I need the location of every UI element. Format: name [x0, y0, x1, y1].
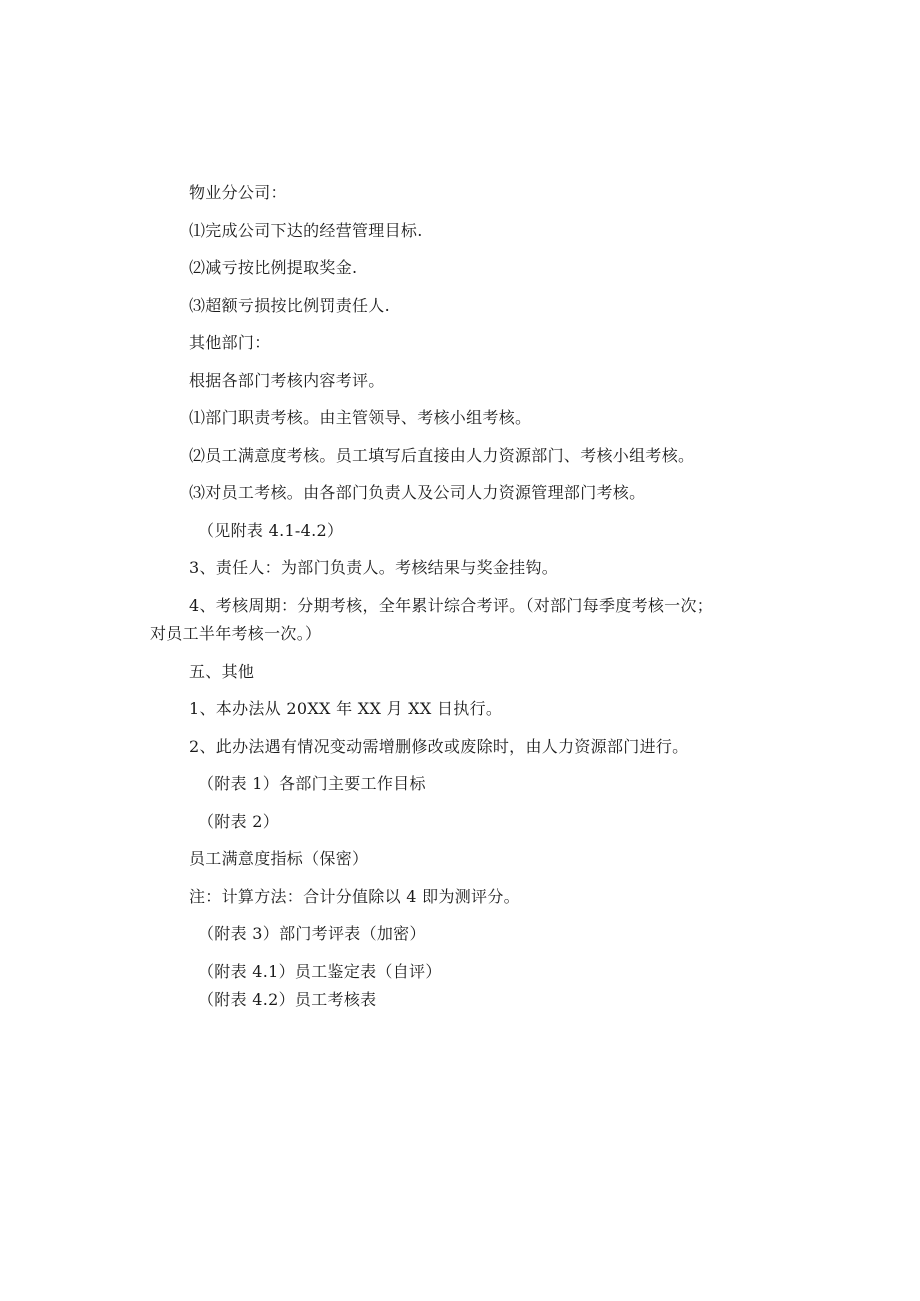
appendix-2-title: 员工满意度指标（保密） [189, 849, 369, 868]
heading-section-five: 五、其他 [189, 662, 255, 681]
heading-property-branch: 物业分公司： [189, 183, 287, 202]
heading-other-departments: 其他部门： [189, 333, 271, 352]
appendix-reference: （见附表 4.1-4.2） [198, 521, 344, 540]
note-calculation: 注：计算方法：合计分值除以 4 即为测评分。 [189, 887, 520, 906]
section-assessment-period-cont: 对员工半年考核一次。） [150, 624, 322, 643]
appendix-2: （附表 2） [198, 812, 280, 831]
property-item-3: ⑶超额亏损按比例罚责任人. [189, 296, 390, 315]
department-item-3: ⑶对员工考核。由各部门负责人及公司人力资源管理部门考核。 [189, 483, 646, 502]
appendix-3: （附表 3）部门考评表（加密） [198, 924, 426, 943]
property-item-1: ⑴完成公司下达的经营管理目标. [189, 221, 423, 240]
section-responsible-person: 3、责任人：为部门负责人。考核结果与奖金挂钩。 [189, 558, 559, 577]
rule-effective-date: 1、本办法从 20XX 年 XX 月 XX 日执行。 [189, 699, 503, 718]
appendix-4-2: （附表 4.2）员工考核表 [198, 990, 377, 1009]
paragraph-basis: 根据各部门考核内容考评。 [189, 371, 385, 390]
department-item-2: ⑵员工满意度考核。员工填写后直接由人力资源部门、考核小组考核。 [189, 446, 695, 465]
section-assessment-period: 4、考核周期：分期考核，全年累计综合考评。（对部门每季度考核一次； [189, 596, 714, 615]
appendix-4-1: （附表 4.1）员工鉴定表（自评） [198, 962, 442, 981]
rule-modification: 2、此办法遇有情况变动需增删修改或废除时，由人力资源部门进行。 [189, 737, 689, 756]
appendix-1: （附表 1）各部门主要工作目标 [198, 774, 426, 793]
department-item-1: ⑴部门职责考核。由主管领导、考核小组考核。 [189, 408, 532, 427]
property-item-2: ⑵减亏按比例提取奖金. [189, 258, 358, 277]
